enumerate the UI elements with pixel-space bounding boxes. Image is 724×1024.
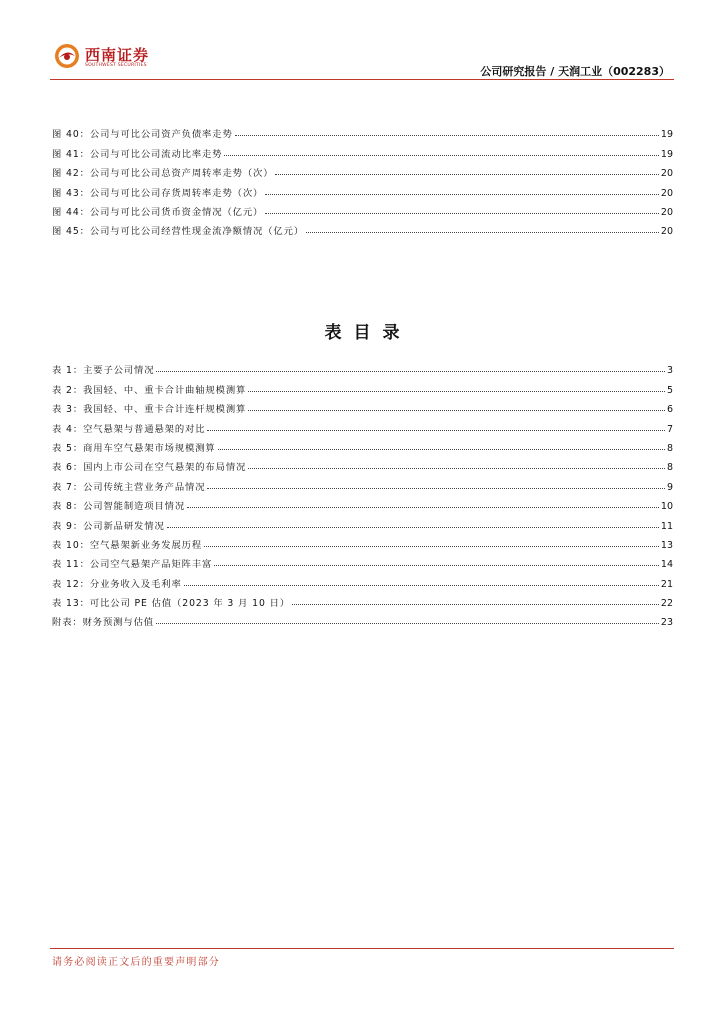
toc-entry-label: 图 45：公司与可比公司经营性现金流净额情况（亿元） — [52, 226, 305, 238]
toc-entry[interactable] — [52, 218, 673, 237]
toc-leader-dots — [248, 468, 665, 469]
header-divider — [50, 79, 674, 80]
toc-entry-page: 20 — [660, 226, 673, 238]
toc-entry[interactable] — [52, 454, 673, 473]
toc-leader-dots — [292, 604, 659, 605]
toc-entry-label: 附表：财务预测与估值 — [52, 617, 154, 629]
toc-entry-label: 表 7：公司传统主营业务产品情况 — [52, 481, 206, 493]
toc-entry-label: 表 11：公司空气悬架产品矩阵丰富 — [52, 559, 213, 571]
toc-entry-page: 8 — [666, 442, 673, 454]
toc-entry-page: 10 — [660, 501, 673, 513]
tables-toc-heading: 表目录 — [324, 323, 412, 343]
table-toc-list — [52, 357, 673, 628]
logo-english-name: SOUTHWEST SECURITIES — [85, 63, 147, 68]
report-title: 公司研究报告 / 天润工业（002283） — [480, 65, 670, 78]
toc-entry-page: 5 — [666, 384, 673, 396]
toc-entry[interactable] — [52, 473, 673, 492]
toc-entry[interactable] — [52, 493, 673, 512]
toc-entry-label: 图 42：公司与可比公司总资产周转率走势（次） — [52, 168, 274, 180]
toc-leader-dots — [248, 410, 665, 411]
toc-leader-dots — [306, 232, 659, 233]
toc-entry-page: 20 — [660, 187, 673, 199]
toc-leader-dots — [235, 135, 659, 136]
toc-entry-label: 表 2：我国轻、中、重卡合计曲轴规模测算 — [52, 384, 247, 396]
toc-entry[interactable] — [52, 609, 673, 628]
toc-entry[interactable] — [52, 435, 673, 454]
toc-leader-dots — [248, 391, 665, 392]
toc-leader-dots — [265, 213, 659, 214]
toc-entry-label: 表 13：可比公司 PE 估值（2023 年 3 月 10 日） — [52, 598, 291, 610]
toc-leader-dots — [184, 585, 659, 586]
toc-entry-page: 23 — [660, 617, 673, 629]
toc-entry[interactable] — [52, 357, 673, 376]
toc-entry-label: 图 44：公司与可比公司货币资金情况（亿元） — [52, 206, 264, 218]
toc-entry-label: 图 41：公司与可比公司流动比率走势 — [52, 148, 223, 160]
toc-entry-page: 3 — [666, 365, 673, 377]
toc-entry[interactable] — [52, 570, 673, 589]
toc-entry[interactable] — [52, 376, 673, 395]
toc-entry[interactable] — [52, 179, 673, 198]
company-logo-icon — [54, 43, 80, 69]
toc-entry-label: 表 10：空气悬架新业务发展历程 — [52, 539, 203, 551]
toc-entry-page: 11 — [660, 520, 673, 532]
toc-entry-page: 9 — [666, 481, 673, 493]
company-logo — [54, 43, 164, 73]
toc-entry-page: 13 — [660, 539, 673, 551]
logo-chinese-name: 西南证券 — [85, 46, 150, 64]
toc-entry[interactable] — [52, 140, 673, 159]
toc-leader-dots — [207, 430, 665, 431]
toc-entry-label: 表 5：商用车空气悬架市场规模测算 — [52, 442, 216, 454]
toc-entry[interactable] — [52, 121, 673, 140]
toc-entry-page: 8 — [666, 462, 673, 474]
toc-entry[interactable] — [52, 199, 673, 218]
toc-entry[interactable] — [52, 415, 673, 434]
toc-leader-dots — [167, 527, 659, 528]
toc-entry[interactable] — [52, 160, 673, 179]
toc-entry-page: 20 — [660, 168, 673, 180]
toc-entry-page: 6 — [666, 404, 673, 416]
toc-entry-page: 14 — [660, 559, 673, 571]
toc-entry-page: 19 — [660, 129, 673, 141]
toc-leader-dots — [265, 194, 659, 195]
toc-leader-dots — [275, 174, 658, 175]
toc-entry-label: 表 12：分业务收入及毛利率 — [52, 578, 182, 590]
toc-leader-dots — [218, 449, 665, 450]
toc-leader-dots — [187, 507, 659, 508]
toc-leader-dots — [224, 155, 658, 156]
toc-entry-label: 图 43：公司与可比公司存货周转率走势（次） — [52, 187, 264, 199]
toc-entry-page: 19 — [660, 148, 673, 160]
toc-entry-label: 表 9：公司新品研发情况 — [52, 520, 165, 532]
toc-entry-label: 表 1：主要子公司情况 — [52, 365, 155, 377]
toc-entry-page: 7 — [666, 423, 673, 435]
toc-leader-dots — [214, 565, 659, 566]
toc-entry-label: 表 4：空气悬架与普通悬架的对比 — [52, 423, 206, 435]
footer-disclaimer: 请务必阅读正文后的重要声明部分 — [52, 957, 220, 968]
toc-leader-dots — [204, 546, 659, 547]
footer-divider — [50, 948, 674, 949]
toc-entry-label: 表 6：国内上市公司在空气悬架的布局情况 — [52, 462, 247, 474]
toc-entry-page: 20 — [660, 206, 673, 218]
toc-leader-dots — [156, 371, 665, 372]
toc-entry-page: 22 — [660, 598, 673, 610]
toc-entry[interactable] — [52, 551, 673, 570]
toc-entry[interactable] — [52, 590, 673, 609]
figure-toc-list — [52, 121, 673, 237]
toc-entry[interactable] — [52, 532, 673, 551]
toc-entry-label: 表 3：我国轻、中、重卡合计连杆规模测算 — [52, 404, 247, 416]
toc-leader-dots — [207, 488, 665, 489]
toc-entry-label: 图 40：公司与可比公司资产负债率走势 — [52, 129, 233, 141]
toc-entry-label: 表 8：公司智能制造项目情况 — [52, 501, 186, 513]
toc-leader-dots — [156, 623, 659, 624]
toc-entry[interactable] — [52, 396, 673, 415]
toc-entry[interactable] — [52, 512, 673, 531]
toc-entry-page: 21 — [660, 578, 673, 590]
